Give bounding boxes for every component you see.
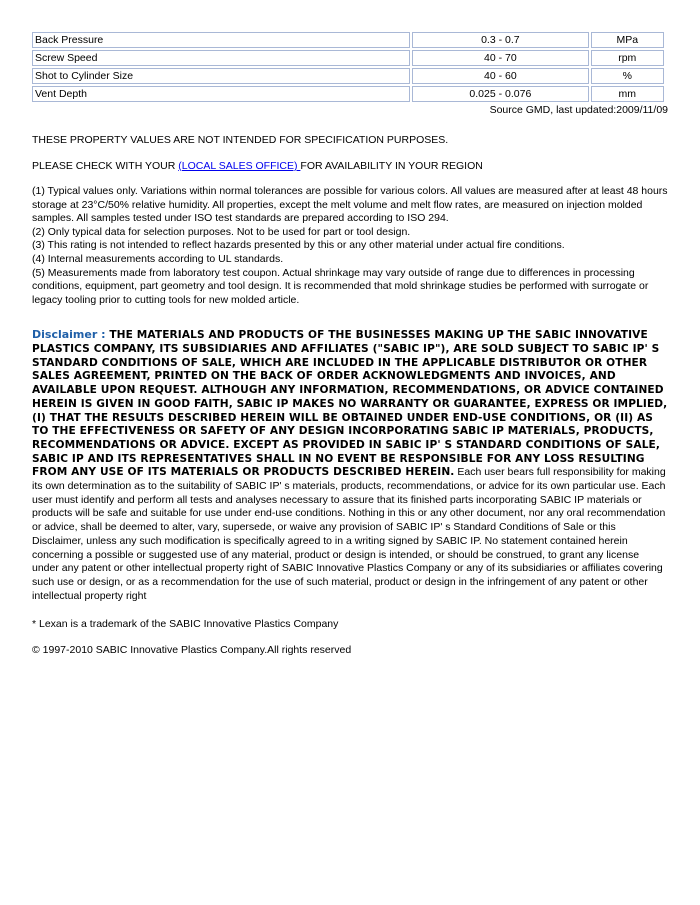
footnote-item: (2) Only typical data for selection purposes. Not to be used for part or tool design. (32, 225, 411, 238)
specification-note: THESE PROPERTY VALUES ARE NOT INTENDED FOR SPECIFICATION PURPOSES. (32, 134, 449, 146)
source-note: Source GMD, last updated:2009/11/09 (489, 104, 668, 116)
footnotes (32, 185, 668, 307)
property-unit: mm (591, 86, 664, 102)
property-name: Vent Depth (32, 86, 410, 102)
property-unit: % (591, 68, 664, 84)
copyright-note: © 1997-2010 SABIC Innovative Plastics Company.All rights reserved (32, 644, 352, 657)
table-row (32, 68, 664, 84)
property-unit: MPa (591, 32, 664, 48)
trademark-note: * Lexan is a trademark of the SABIC Innovative Plastics Company (32, 618, 339, 631)
footnote-item: (1) Typical values only. Variations within normal tolerances are possible for various colors. All values are measured after at least 48 hours storage at 23°C/50% relative humidity. All properties, except the melt volume and melt flow rates, are measured on injection molded samples. All samples tested under ISO test standards are prepared according to ISO 294. (32, 185, 668, 225)
disclaimer-body-text: Each user bears full responsibility for making its own determination as to the suitability of SABIC IP' s materials, products, recommendations, or advice for its own particular use. Each user must identify and perform all tests and analyses necessary to assure that its finished parts incorporating SABIC IP materials or products will be safe and suitable for use under end-use conditions. Nothing in this or any other document, nor any oral recommendation or advice, shall be deemed to alter, vary, supersede, or waive any provision of SABIC IP' s Standard Conditions of Sale or this Disclaimer, unless any such modification is specifically agreed to in a writing signed by SABIC IP. No statement contained herein concerning a possible or suggested use of any material, product or design is intended, or should be construed, to grant any license under any patent or other intellectual property right of SABIC Innovative Plastics Company or any of its subsidiaries or affiliates covering such use or design, or as a recommendation for the use of such material, product or design in the infringement of any patent or other intellectual property right (32, 466, 666, 602)
property-name: Back Pressure (32, 32, 410, 48)
property-value: 40 - 70 (412, 50, 588, 66)
property-value: 0.3 - 0.7 (412, 32, 588, 48)
local-sales-office-link[interactable]: (LOCAL SALES OFFICE) (178, 160, 301, 172)
availability-text-before: PLEASE CHECK WITH YOUR (32, 160, 179, 172)
property-value: 40 - 60 (412, 68, 588, 84)
footnote-item: (4) Internal measurements according to UL standards. (32, 252, 284, 265)
footnote-item: (5) Measurements made from laboratory test coupon. Actual shrinkage may vary outside of range due to differences in processing conditions, equipment, part geometry and tool design. It is recommended that mold shrinkage studies be performed with surrogate or legacy tooling prior to cutting tools for new molded article. (32, 266, 649, 306)
table-row (32, 86, 664, 102)
property-name: Shot to Cylinder Size (32, 68, 410, 84)
disclaimer (32, 328, 668, 603)
availability-text-after: FOR AVAILABILITY IN YOUR REGION (300, 160, 483, 172)
processing-parameters-table (30, 30, 666, 104)
availability-note (32, 159, 668, 173)
property-unit: rpm (591, 50, 664, 66)
table-row (32, 32, 664, 48)
footnote-item: (3) This rating is not intended to reflect hazards presented by this or any other material under actual fire conditions. (32, 239, 565, 252)
document-page (32, 30, 668, 657)
disclaimer-bold-text: THE MATERIALS AND PRODUCTS OF THE BUSINESSES MAKING UP THE SABIC INNOVATIVE PLASTICS COMPANY, ITS SUBSIDIARIES AND AFFILIATES ("SABIC IP"), ARE SOLD SUBJECT TO SABIC IP' S STANDARD CONDITIONS OF SALE, WHICH ARE INCLUDED IN THE APPLICABLE DISTRIBUTOR OR OTHER SALES AGREEMENT, PRINTED ON THE BACK OF ORDER ACKNOWLEDGMENTS AND INVOICES, AND AVAILABLE UPON REQUEST. ALTHOUGH ANY INFORMATION, RECOMMENDATIONS, OR ADVICE CONTAINED HEREIN IS GIVEN IN GOOD FAITH, SABIC IP MAKES NO WARRANTY OR GUARANTEE, EXPRESS OR IMPLIED, (I) THAT THE RESULTS DESCRIBED HEREIN WILL BE OBTAINED UNDER END-USE CONDITIONS, OR (II) AS TO THE EFFECTIVENESS OR SAFETY OF ANY DESIGN INCORPORATING SABIC IP MATERIALS, PRODUCTS, RECOMMENDATIONS OR ADVICE. EXCEPT AS PROVIDED IN SABIC IP' S STANDARD CONDITIONS OF SALE, SABIC IP AND ITS REPRESENTATIVES SHALL IN NO EVENT BE RESPONSIBLE FOR ANY LOSS RESULTING FROM ANY USE OF ITS MATERIALS OR PRODUCTS DESCRIBED HEREIN. (32, 329, 668, 479)
table-row (32, 50, 664, 66)
disclaimer-label: Disclaimer : (32, 328, 110, 342)
property-value: 0.025 - 0.076 (412, 86, 588, 102)
property-name: Screw Speed (32, 50, 410, 66)
